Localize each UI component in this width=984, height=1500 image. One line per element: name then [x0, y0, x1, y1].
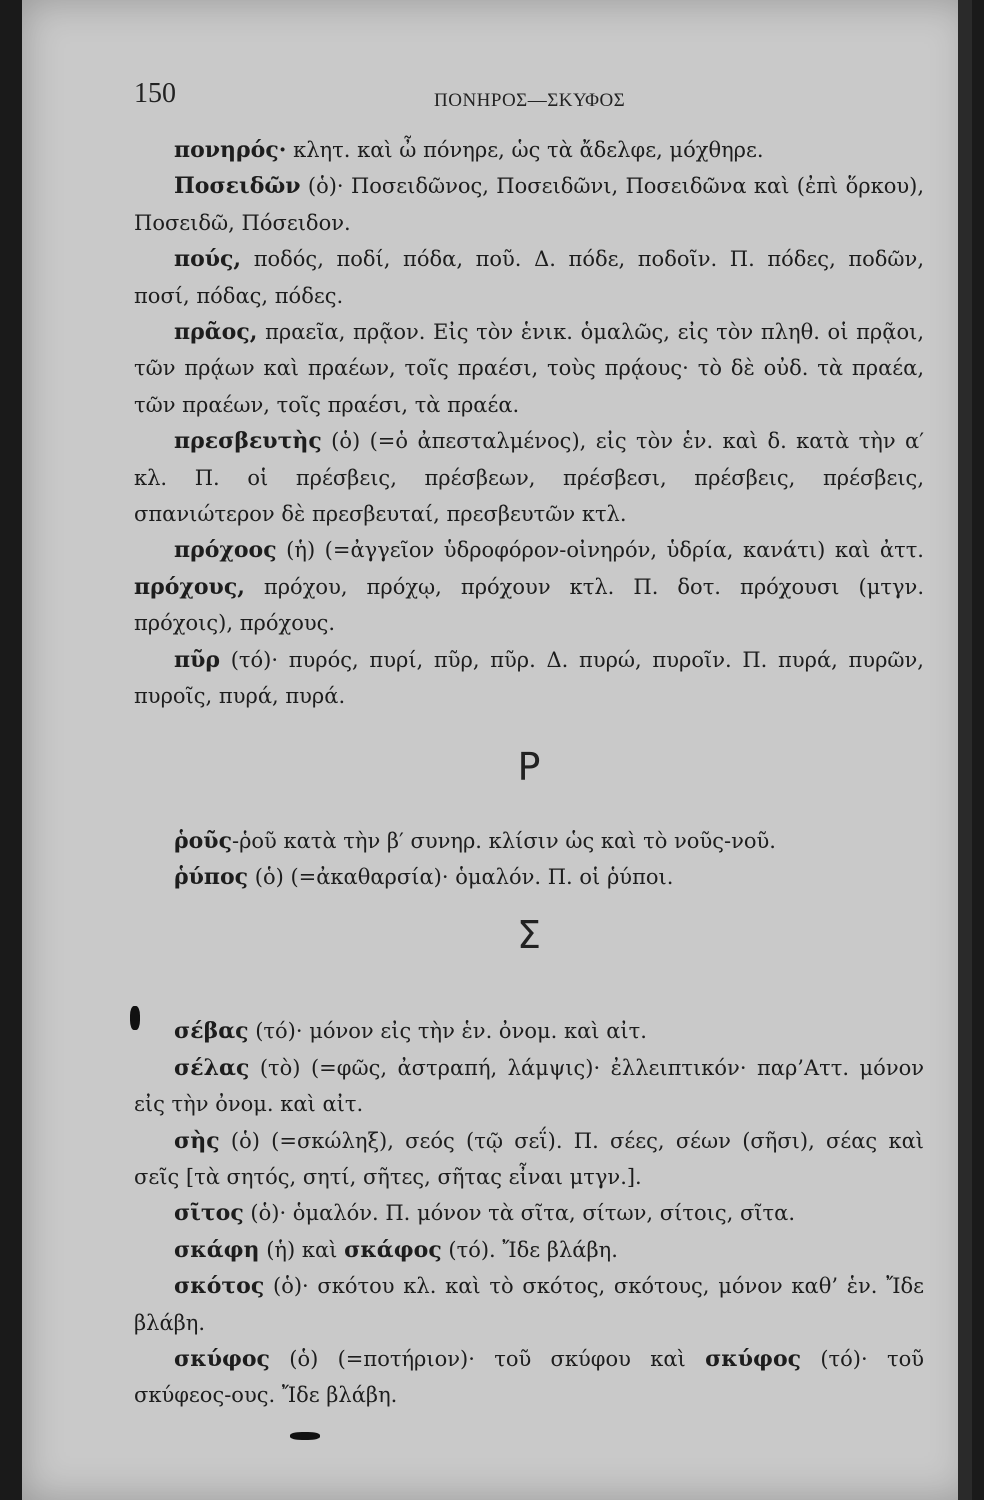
book-page — [22, 0, 972, 1500]
headword: σκάφη — [174, 1236, 260, 1263]
headword: πῦρ — [174, 646, 220, 673]
page-edge-shadow — [958, 0, 972, 1500]
entry-ses — [134, 1123, 924, 1196]
headword: σέβας — [174, 1018, 249, 1045]
definition: (ὁ) (=ἀκαθαρσία)· ὁμαλόν. Π. οἱ ῥύποι. — [248, 864, 674, 889]
definition: (ὁ) (=ποτήριον)· τοῦ σκύφου καὶ — [269, 1346, 706, 1371]
definition-continued: (τό)· τοῦ σκύφεος-ους. Ἴδε βλάβη. — [134, 1346, 924, 1408]
entry-prochoos — [134, 532, 924, 641]
definition: κλητ. καὶ ὦ πόνηρε, ὡς τὰ ἄδελφε, μόχθηρε. — [286, 138, 764, 162]
headword: Ποσειδῶν — [174, 173, 301, 200]
entry-praos — [134, 314, 924, 423]
definition: πραεῖα, πρᾷον. Εἰς τὸν ἑνικ. ὁμαλῶς, εἰς τὸν πληθ. οἱ πρᾷοι, τῶν πρᾴων καὶ πραέων, τοῖς πραέσι, τοὺς πρᾴους· τὸ δὲ οὐδ. τὰ πραέα, τῶν πραέων, τοῖς πραέσι, τὰ πραέα. — [134, 320, 924, 417]
definition: (τό)· μόνον εἰς τὴν ἑν. ὀνομ. καὶ αἰτ. — [248, 1019, 647, 1044]
headword-variant: πρόχους, — [134, 573, 245, 600]
headword: σκύφος — [174, 1345, 270, 1372]
section-letter-rho: Ρ — [517, 744, 541, 789]
entry-sitos — [134, 1195, 924, 1231]
running-head: ΠΟΝΗΡΟΣ—ΣΚΥΦΟΣ — [434, 90, 626, 111]
headword: πούς, — [174, 246, 242, 273]
headword: σέλας — [174, 1054, 250, 1081]
page-number: 150 — [134, 78, 176, 109]
headword: σῖτος — [174, 1200, 244, 1227]
headword: σὴς — [174, 1127, 220, 1154]
entry-pyr — [134, 642, 924, 715]
definition-continued: (τό). Ἴδε βλάβη. — [441, 1237, 618, 1262]
definition-continued: πρόχου, πρόχῳ, πρόχουν κτλ. Π. δοτ. πρόχουσι (μτγν. πρόχοις), πρόχους. — [134, 574, 924, 636]
entry-rypos — [134, 859, 924, 895]
ink-smudge-mark — [290, 1432, 320, 1440]
entry-skaphe — [134, 1232, 924, 1268]
ink-smudge-mark — [130, 1006, 140, 1030]
headword: πρόχοος — [174, 537, 277, 564]
entry-poneros — [134, 132, 924, 168]
headword-variant: σκύφος — [705, 1345, 802, 1372]
definition: (τὸ) (=φῶς, ἀστραπή, λάμψις)· ἐλλειπτικόν· παρ’Αττ. μόνον εἰς τὴν ὀνομ. καὶ αἰτ. — [134, 1055, 924, 1117]
entry-poseidon — [134, 168, 924, 241]
headword-variant: σκάφος — [344, 1236, 442, 1263]
definition: (ἡ) (=ἀγγεῖον ὑδροφόρον-οἰνηρόν, ὑδρία, κανάτι) καὶ ἀττ. — [276, 538, 924, 563]
entry-sebas — [134, 1013, 924, 1049]
definition: (ὁ)· ὁμαλόν. Π. μόνον τὰ σῖτα, σίτων, σίτοις, σῖτα. — [243, 1201, 795, 1226]
definition: (ὁ) (=σκώληξ), σεός (τῷ σεΐ). Π. σέες, σέων (σῆσι), σέας καὶ σεῖς [τὰ σητός, σητί, σῆτες, σῆτας εἶναι μτγν.]. — [134, 1128, 924, 1189]
section-letter-sigma: Σ — [516, 913, 541, 958]
definition: -ῥοῦ κατὰ τὴν β′ συνηρ. κλίσιν ὡς καὶ τὸ νοῦς-νοῦ. — [231, 828, 776, 853]
page-header — [134, 78, 924, 118]
entry-rous — [134, 823, 924, 859]
headword: ῥύπος — [174, 863, 249, 890]
headword: πρᾶος, — [174, 319, 258, 346]
definition: (ἡ) καὶ — [259, 1237, 345, 1262]
entry-pous — [134, 241, 924, 314]
headword: πρεσβευτὴς — [174, 428, 322, 455]
definition: (ὁ)· Ποσειδῶνος, Ποσειδῶνι, Ποσειδῶνα καὶ (ἐπὶ ὅρκου), Ποσειδῶ, Πόσειδον. — [134, 174, 924, 235]
dictionary-text — [134, 132, 924, 1414]
entry-presbeutes — [134, 423, 924, 532]
headword: σκότος — [174, 1273, 265, 1300]
entry-selas — [134, 1050, 924, 1123]
headword: πονηρός· — [174, 137, 287, 163]
entry-skotos — [134, 1268, 924, 1341]
definition: (ὁ)· σκότου κλ. καὶ τὸ σκότος, σκότους, μόνον καθ’ ἑν. Ἴδε βλάβη. — [134, 1274, 924, 1335]
entry-skyphos — [134, 1341, 924, 1414]
definition: (ὁ) (=ὁ ἀπεσταλμένος), εἰς τὸν ἑν. καὶ δ. κατὰ τὴν α′ κλ. Π. οἱ πρέσβεις, πρέσβεων, πρέσβεσι, πρέσβεις, πρέσβεις, σπανιώτερον δὲ πρεσβευταί, πρεσβευτῶν κτλ. — [134, 429, 924, 527]
definition: (τό)· πυρός, πυρί, πῦρ, πῦρ. Δ. πυρώ, πυροῖν. Π. πυρά, πυρῶν, πυροῖς, πυρά, πυρά. — [134, 647, 924, 709]
definition: ποδός, ποδί, πόδα, ποῦ. Δ. πόδε, ποδοῖν. Π. πόδες, ποδῶν, ποσί, πόδας, πόδες. — [134, 247, 924, 308]
headword: ῥοῦς — [174, 827, 232, 854]
